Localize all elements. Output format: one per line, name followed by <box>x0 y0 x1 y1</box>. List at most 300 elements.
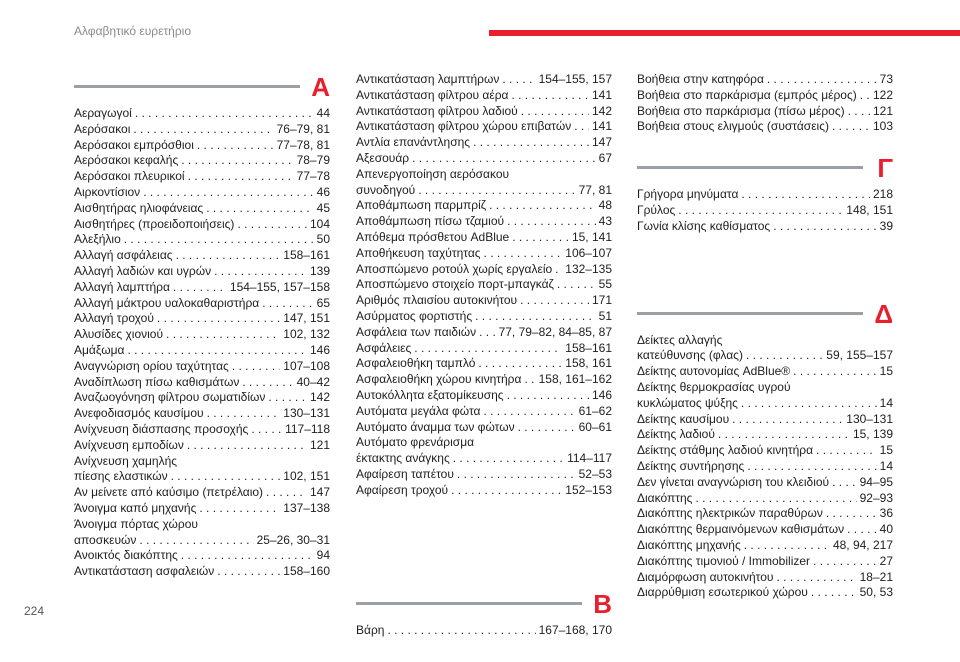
section-rule <box>637 312 863 315</box>
index-entry-pages: 50 <box>316 232 330 247</box>
index-entry-term: Ασφάλειες <box>356 340 412 355</box>
leader-dots <box>678 203 843 219</box>
leader-dots <box>214 264 307 280</box>
index-entry-term: Ανεφοδιασμός καυσίμου <box>74 406 204 421</box>
index-entry <box>356 262 612 278</box>
index-entry-term: Ασφαλειοθήκη ταμπλό <box>356 356 476 371</box>
leader-dots <box>418 183 575 199</box>
leader-dots <box>793 364 876 380</box>
index-entry-term: Αερόσακοι πλευρικοί <box>74 169 185 184</box>
index-entry <box>637 219 893 235</box>
index-entry <box>356 420 612 436</box>
section-header <box>637 299 893 329</box>
index-entry <box>637 491 893 507</box>
leader-dots <box>127 343 307 359</box>
leader-dots <box>574 119 589 135</box>
index-entry <box>356 451 612 467</box>
index-entry-pages: 139 <box>309 263 330 278</box>
index-entry <box>637 104 893 120</box>
index-entry-term: Αν μείνετε από καύσιμο (πετρέλαιο) <box>74 485 264 500</box>
index-entry-pages: 141 <box>591 119 612 134</box>
index-entry-pages: 106–107 <box>565 245 612 260</box>
index-entry-pages: 59, 155–157 <box>826 348 893 363</box>
index-entry-pages: 60–61 <box>578 419 612 434</box>
leader-dots <box>813 554 877 570</box>
index-entry-term: Διακόπτης μηχανής <box>637 537 741 552</box>
index-entry-pages: 117–118 <box>285 421 330 436</box>
index-entry-pages: 158–160 <box>283 564 330 579</box>
leader-dots <box>484 246 563 262</box>
index-entry-term: Αφαίρεση τροχού <box>356 482 449 497</box>
index-entry <box>356 623 612 639</box>
leader-dots <box>197 138 274 154</box>
index-entry <box>637 348 893 364</box>
index-entry-pages: 39 <box>879 218 893 233</box>
index-entry-pages: 142 <box>309 390 330 405</box>
index-entry-term: Ασύρματος φορτιστής <box>356 308 473 323</box>
index-entry-term: Αισθητήρας ηλιοφάνειας <box>74 200 204 215</box>
index-entry <box>637 203 893 219</box>
section-delta <box>637 299 893 602</box>
section-gamma <box>637 153 893 234</box>
leader-dots <box>133 122 273 138</box>
index-entry-pages: 48 <box>598 198 612 213</box>
leader-dots <box>816 443 877 459</box>
index-entry-term: Γρήγορα μηνύματα <box>637 187 739 202</box>
index-entry <box>356 277 612 293</box>
index-entry <box>356 198 612 214</box>
leader-dots <box>741 187 870 203</box>
leader-dots <box>453 451 564 467</box>
leader-dots <box>187 438 307 454</box>
section-header <box>74 72 330 102</box>
index-entry-term: Αλλαγή τροχού <box>74 311 154 326</box>
leader-dots <box>741 396 877 412</box>
index-entry-pages: 158–161 <box>565 340 612 355</box>
index-entry-pages: 94 <box>316 548 330 563</box>
leader-dots <box>512 230 569 246</box>
index-entry-term: συνοδηγού <box>356 182 416 197</box>
index-entry <box>356 230 612 246</box>
index-entry <box>637 522 893 538</box>
leader-dots <box>479 325 495 341</box>
leader-dots <box>206 201 313 217</box>
index-entry-term: Άνοιγμα καπό μηχανής <box>74 500 197 515</box>
index-entry-term: Αντικατάσταση φίλτρου χώρου επιβατών <box>356 119 572 134</box>
index-entry-pages: 132–135 <box>565 261 612 276</box>
leader-dots <box>732 412 843 428</box>
leader-dots <box>181 548 314 564</box>
index-entry-term: Αμάξωμα <box>74 342 125 357</box>
index-entry-pages: 102, 151 <box>283 469 330 484</box>
index-entry <box>637 475 893 491</box>
index-entry-pages: 67 <box>598 150 612 165</box>
index-entry <box>74 406 330 422</box>
header-accent-bar <box>489 30 960 36</box>
index-entry <box>74 106 330 122</box>
index-entry <box>74 201 330 217</box>
index-entry-pages: 114–117 <box>567 451 612 466</box>
index-entry-term: Ασφαλειοθήκη χώρου κινητήρα <box>356 372 522 387</box>
index-entry-pages: 146 <box>309 342 330 357</box>
leader-dots <box>695 491 856 507</box>
leader-dots <box>747 459 876 475</box>
index-entry-pages: 92–93 <box>859 490 893 505</box>
index-entry-pages: 130–131 <box>846 411 893 426</box>
index-entry-pages: 15, 141 <box>571 229 612 244</box>
leader-dots <box>478 356 562 372</box>
index-entry-term: Ανίχνευση διάσπασης προσοχής <box>74 421 249 436</box>
leader-dots <box>412 151 596 167</box>
index-entry-term: Αντλία επανάντλησης <box>356 135 471 150</box>
index-entry <box>74 564 330 580</box>
index-entry-term: κυκλώματος ψύξης <box>637 395 738 410</box>
section-header <box>356 589 612 619</box>
index-entry-term: Διακόπτης ηλεκτρικών παραθύρων <box>637 506 823 521</box>
index-entry-term: Δείκτης καυσίμου <box>637 411 730 426</box>
index-entry <box>74 264 330 280</box>
index-entry <box>74 153 330 169</box>
index-entry-prefix: Δείκτης θερμοκρασίας υγρού <box>637 379 791 394</box>
index-entry-term: Αερόσακοι εμπρόσθιοι <box>74 137 194 152</box>
index-entry-term: Δείκτης λαδιού <box>637 427 715 442</box>
index-entry-term: Αυτοκόλλητα εξατομίκευσης <box>356 387 504 402</box>
index-entry-term: Διακόπτης <box>637 490 693 505</box>
index-entry-term: Βοήθεια στην κατηφόρα <box>637 72 764 86</box>
index-entry-term: αποσκευών <box>74 532 137 547</box>
leader-dots <box>777 570 857 586</box>
index-entry <box>356 119 612 135</box>
index-entry <box>356 372 612 388</box>
index-entry <box>356 293 612 309</box>
leader-dots <box>507 214 596 230</box>
index-entry-term: Αξεσουάρ <box>356 150 410 165</box>
index-entry-pages: 158–161 <box>283 248 330 263</box>
leader-dots <box>135 106 314 122</box>
index-entry-term: Αλλαγή μάκτρου υαλοκαθαριστήρα <box>74 295 260 310</box>
index-entry-term: Ανίχνευση εμποδίων <box>74 437 184 452</box>
index-entry-pages: 103 <box>872 119 893 134</box>
index-entry-pages: 167–168, 170 <box>538 622 612 637</box>
index-entry-term: Αποθάμπωση παρμπρίζ <box>356 198 487 213</box>
leader-dots <box>199 501 280 517</box>
leader-dots <box>520 293 589 309</box>
leader-dots <box>518 420 576 436</box>
index-entry <box>74 375 330 391</box>
index-entry-pages: 121 <box>309 437 330 452</box>
index-entry-pages: 141 <box>591 87 612 102</box>
index-entry-pages: 154–155, 157–158 <box>229 279 330 294</box>
index-entry <box>74 359 330 375</box>
index-entry-pages: 18–21 <box>859 569 893 584</box>
leader-dots <box>826 506 877 522</box>
index-entry-pages: 77–78, 81 <box>276 137 330 152</box>
entry-list <box>356 623 612 639</box>
index-entry-term: Αυτόματα μεγάλα φώτα <box>356 403 481 418</box>
section-rule <box>74 85 300 88</box>
index-entry <box>637 187 893 203</box>
index-entry <box>74 217 330 233</box>
entry-list <box>637 187 893 234</box>
index-entry-pages: 27 <box>879 553 893 568</box>
leader-dots <box>744 538 830 554</box>
index-entry-pages: 77, 81 <box>578 182 612 197</box>
entry-list <box>637 333 893 602</box>
index-entry-term: Διαρρύθμιση εσωτερικού χώρου <box>637 585 808 600</box>
index-entry <box>356 246 612 262</box>
index-entry <box>74 296 330 312</box>
index-entry <box>74 533 330 549</box>
leader-dots <box>860 88 870 104</box>
index-entry-pages: 102, 132 <box>283 327 330 342</box>
index-entry-term: Διακόπτης θερμαινόμενων καθισμάτων <box>637 522 845 537</box>
index-entry <box>637 427 893 443</box>
index-entry-term: Δεν γίνεται αναγνώριση του κλειδιού <box>637 474 830 489</box>
index-entry <box>356 467 612 483</box>
index-entry-pages: 171 <box>591 293 612 308</box>
index-entry <box>74 343 330 359</box>
index-entry <box>74 422 330 438</box>
section-letter: B <box>593 588 612 619</box>
index-entry <box>637 459 893 475</box>
index-entry <box>356 325 612 341</box>
section-rule <box>637 166 863 169</box>
index-entry-pages: 15, 139 <box>852 427 893 442</box>
index-entry <box>74 248 330 264</box>
index-entry-term: Αερόσακοι κεφαλής <box>74 153 179 168</box>
index-entry <box>637 396 893 412</box>
index-entry-pages: 154–155, 157 <box>538 72 612 86</box>
index-entry <box>74 280 330 296</box>
leader-dots <box>718 427 850 443</box>
leader-dots <box>139 533 253 549</box>
leader-dots <box>507 388 589 404</box>
index-entry-term: Δείκτης στάθμης λαδιού κινητήρα <box>637 443 814 458</box>
index-entry-pages: 14 <box>879 395 893 410</box>
index-entry-term: κατεύθυνσης (φλας) <box>637 348 743 363</box>
index-entry-prefix: Ανίχνευση χαμηλής <box>74 453 178 468</box>
index-entry-pages: 121 <box>872 103 893 118</box>
index-entry <box>356 356 612 372</box>
leader-dots <box>521 104 589 120</box>
index-entry-pages: 15 <box>879 364 893 379</box>
index-entry-pages: 61–62 <box>578 403 612 418</box>
leader-dots <box>181 153 293 169</box>
index-entry-pages: 40–42 <box>296 374 330 389</box>
index-entry-term: Απόθεμα πρόσθετου AdBlue <box>356 229 510 244</box>
index-entry <box>74 232 330 248</box>
index-entry <box>356 88 612 104</box>
index-entry-term: Αεραγωγοί <box>74 106 132 120</box>
index-entry-term: Αφαίρεση ταπέτου <box>356 466 454 481</box>
index-entry-term: Βάρη <box>356 622 385 637</box>
index-entry-pages: 158, 161–162 <box>538 372 612 387</box>
index-entry <box>356 341 612 357</box>
index-entry-term: Αντικατάσταση ασφαλειών <box>74 564 215 579</box>
index-entry-term: Αλεξήλιο <box>74 232 121 247</box>
entry-list <box>356 72 612 499</box>
leader-dots <box>457 467 576 483</box>
leader-dots <box>483 404 575 420</box>
index-entry-term: Δείκτης συντήρησης <box>637 458 745 473</box>
index-entry-term: Ασφάλεια των παιδιών <box>356 324 477 339</box>
index-entry-pages: 107–108 <box>283 358 330 373</box>
index-entry-pages: 104 <box>309 216 330 231</box>
index-entry <box>356 104 612 120</box>
leader-dots <box>511 88 589 104</box>
section-letter: Γ <box>877 153 893 184</box>
index-entry-term: Αντικατάσταση λαμπτήρων <box>356 72 500 86</box>
index-entry-term: πίεσης ελαστικών <box>74 469 168 484</box>
index-column-2 <box>356 72 612 662</box>
leader-dots <box>414 341 562 357</box>
section-header <box>637 153 893 183</box>
index-entry-pages: 14 <box>879 458 893 473</box>
index-entry-pages: 152–153 <box>565 482 612 497</box>
index-entry-pages: 147 <box>309 485 330 500</box>
index-entry-term: Γρύλος <box>637 202 676 217</box>
leader-dots <box>387 623 535 639</box>
leader-dots <box>489 198 596 214</box>
index-entry <box>74 138 330 154</box>
index-entry-pages: 122 <box>872 87 893 102</box>
leader-dots <box>188 169 294 185</box>
index-entry-pages: 40 <box>879 522 893 537</box>
leader-dots <box>232 359 280 375</box>
index-entry-prefix: Δείκτες αλλαγής <box>637 332 723 347</box>
index-entry-pages: 48, 94, 217 <box>832 537 893 552</box>
index-entry-pages: 146 <box>591 387 612 402</box>
index-entry <box>356 214 612 230</box>
index-entry <box>356 388 612 404</box>
index-entry-term: Αποθάμπωση πίσω τζαμιού <box>356 214 505 229</box>
section-rule <box>356 602 582 605</box>
index-entry-term: Αιρκοντίσιον <box>74 184 141 199</box>
index-entry-term: Διαμόρφωση αυτοκινήτου <box>637 569 774 584</box>
leader-dots <box>262 296 313 312</box>
index-entry-pages: 52–53 <box>578 466 612 481</box>
index-entry-pages: 78–79 <box>296 153 330 168</box>
index-entry-pages: 147, 151 <box>283 311 330 326</box>
index-entry-pages: 147 <box>591 135 612 150</box>
index-entry-term: Ανοικτός διακόπτης <box>74 548 178 563</box>
index-entry-pages: 76–79, 81 <box>276 121 330 136</box>
leader-dots <box>451 483 562 499</box>
index-entry-pages: 55 <box>598 277 612 292</box>
section-a <box>74 72 330 580</box>
index-entry <box>356 72 612 88</box>
index-entry-pages: 73 <box>879 72 893 86</box>
leader-dots <box>173 280 227 296</box>
leader-dots <box>166 327 280 343</box>
index-entry-pages: 77–78 <box>296 169 330 184</box>
index-entry <box>74 169 330 185</box>
leader-dots <box>242 375 293 391</box>
index-entry-term: Αλλαγή ασφάλειας <box>74 248 173 263</box>
index-entry-pages: 45 <box>316 200 330 215</box>
index-entry-prefix: Απενεργοποίηση αερόσακου <box>356 166 510 181</box>
index-entry-term: Αποθήκευση ταχύτητας <box>356 245 481 260</box>
index-entry <box>74 122 330 138</box>
leader-dots <box>157 311 280 327</box>
leader-dots <box>217 564 280 580</box>
index-entry-pages: 44 <box>316 106 330 120</box>
index-entry <box>356 151 612 167</box>
index-entry <box>74 311 330 327</box>
index-entry <box>356 404 612 420</box>
leader-dots <box>773 219 876 235</box>
leader-dots <box>502 72 535 88</box>
index-entry-pages: 25–26, 30–31 <box>256 532 330 547</box>
index-entry <box>74 548 330 564</box>
index-entry-term: Αλλαγή λαδιών και υγρών <box>74 263 212 278</box>
index-entry <box>74 438 330 454</box>
index-entry-term: Αισθητήρες (προειδοποιήσεις) <box>74 216 235 231</box>
index-entry-pages: 77, 79–82, 84–85, 87 <box>498 324 612 339</box>
leader-dots <box>237 217 307 233</box>
index-entry <box>356 309 612 325</box>
index-entry-pages: 43 <box>598 214 612 229</box>
index-entry-term: Αριθμός πλαισίου αυτοκινήτου <box>356 293 518 308</box>
index-entry-pages: 15 <box>879 443 893 458</box>
index-entry-pages: 51 <box>598 308 612 323</box>
index-entry-pages: 158, 161 <box>565 356 612 371</box>
index-entry <box>637 88 893 104</box>
index-entry-term: Αποσπώμενο στοιχείο πορτ-μπαγκάζ <box>356 277 554 292</box>
index-entry <box>356 183 612 199</box>
page-number: 224 <box>24 604 45 618</box>
index-entry-term: Αντικατάσταση φίλτρου λαδιού <box>356 103 518 118</box>
index-column-3 <box>637 72 893 625</box>
index-entry-term: Γωνία κλίσης καθίσματος <box>637 218 771 233</box>
index-entry-pages: 36 <box>879 506 893 521</box>
leader-dots <box>124 232 314 248</box>
leader-dots <box>475 309 596 325</box>
index-entry <box>637 585 893 601</box>
leader-dots <box>176 248 281 264</box>
index-entry-prefix: Άνοιγμα πόρτας χώρου <box>74 516 198 531</box>
leader-dots <box>207 406 281 422</box>
index-entry <box>637 412 893 428</box>
index-entry-pages: 148, 151 <box>846 202 893 217</box>
index-entry-term: Αντικατάσταση φίλτρου αέρα <box>356 87 509 102</box>
leader-dots <box>848 104 870 120</box>
index-entry-pages: 218 <box>872 187 893 202</box>
index-entry-term: Αναζωογόνηση φίλτρου σωματιδίων <box>74 390 266 405</box>
index-entry <box>637 443 893 459</box>
leader-dots <box>767 72 877 88</box>
entry-list <box>74 106 330 580</box>
index-entry-prefix: Αυτόματο φρενάρισμα <box>356 435 475 450</box>
index-entry-pages: 130–131 <box>283 406 330 421</box>
index-entry <box>637 554 893 570</box>
index-entry-term: Βοήθεια στο παρκάρισμα (εμπρός μέρος) <box>637 87 857 102</box>
index-entry <box>74 501 330 517</box>
index-entry <box>74 327 330 343</box>
entry-list <box>637 72 893 135</box>
leader-dots <box>557 277 596 293</box>
index-entry-pages: 46 <box>316 184 330 199</box>
leader-dots <box>832 119 870 135</box>
index-entry-pages: 50, 53 <box>859 585 893 600</box>
index-entry-term: Βοήθεια στο παρκάρισμα (πίσω μέρος) <box>637 103 845 118</box>
leader-dots <box>266 485 307 501</box>
index-entry <box>74 485 330 501</box>
index-entry-term: Αποσπώμενο ροτούλ χωρίς εργαλείο <box>356 261 553 276</box>
index-entry-term: Αλυσίδες χιονιού <box>74 327 164 342</box>
index-entry <box>637 72 893 88</box>
index-entry <box>637 119 893 135</box>
